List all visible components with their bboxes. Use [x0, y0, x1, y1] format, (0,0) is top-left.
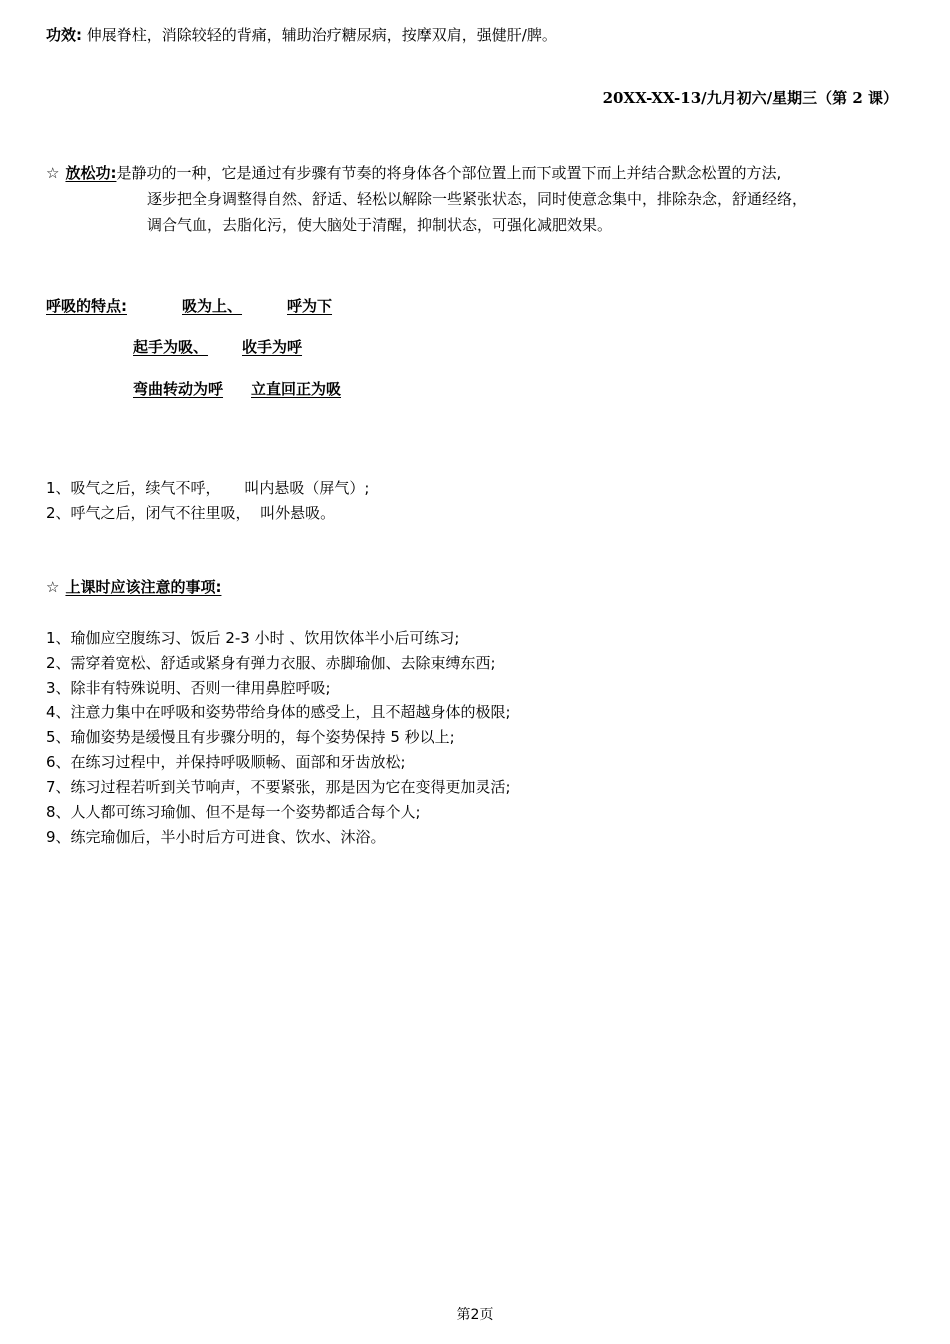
breath-row2-a: 起手为吸、: [133, 338, 209, 356]
effect-label: 功效:: [46, 26, 82, 44]
notes-title: 上课时应该注意的事项:: [65, 578, 222, 596]
breath-row1-a: 吸为上、: [182, 297, 243, 315]
breath-row3-b: 立直回正为吸: [251, 380, 342, 398]
star-icon: ☆: [46, 164, 60, 182]
breath-row3-a: 弯曲转动为呼: [133, 380, 224, 398]
notes-item: 9、练完瑜伽后，半小时后方可进食、饮水、沐浴。: [46, 828, 386, 846]
page-number: 第2页: [456, 1307, 494, 1323]
notes-item: 2、需穿着宽松、舒适或紧身有弹力衣服、赤脚瑜伽、去除束缚东西;: [46, 654, 496, 672]
relax-continued: [147, 186, 807, 238]
breath-title: 呼吸的特点:: [46, 297, 127, 315]
notes-item: 5、瑜伽姿势是缓慢且有步骤分明的，每个姿势保持 5 秒以上;: [46, 728, 455, 746]
notes-item: 6、在练习过程中，并保持呼吸顺畅、面部和牙齿放松;: [46, 753, 406, 771]
relax-title: 放松功:: [65, 164, 117, 182]
effect-text: 伸展脊柱，消除较轻的背痛，辅助治疗糖尿病，按摩双肩，强健肝/脾。: [86, 26, 557, 44]
star-icon: ☆: [46, 578, 60, 596]
breath-row1-b: 呼为下: [287, 297, 333, 315]
relax-line-3: 调合气血，去脂化污，使大脑处于清醒，抑制状态，可强化减肥效果。: [147, 216, 613, 234]
notes-heading: [46, 576, 221, 597]
notes-item: 4、注意力集中在呼吸和姿势带给身体的感受上，且不超越身体的极限;: [46, 703, 511, 721]
relax-line-2: 逐步把全身调整得自然、舒适、轻松以解除一些紧张状态，同时使意念集中，排除杂念，舒通经络，: [147, 190, 808, 208]
notes-item: 7、练习过程若听到关节响声，不要紧张，那是因为它在变得更加灵活;: [46, 778, 511, 796]
hold-item: 2、呼气之后，闭气不往里吸， 叫外悬吸。: [46, 504, 336, 522]
hold-item: 1、吸气之后，续气不呼， 叫内悬吸（屏气）;: [46, 479, 370, 497]
notes-item: 1、瑜伽应空腹练习、饭后 2-3 小时 、饮用饮体半小后可练习;: [46, 629, 460, 647]
notes-item: 8、人人都可练习瑜伽、但不是每一个姿势都适合每个人;: [46, 803, 421, 821]
notes-item: 3、除非有特殊说明、否则一律用鼻腔呼吸;: [46, 679, 331, 697]
relax-first-line: [46, 160, 781, 186]
date-line: 20XX-XX-13/九月初六/星期三（第 2 课）: [602, 89, 898, 107]
breath-row2-b: 收手为呼: [242, 338, 303, 356]
relax-line-1: 是静功的一种，它是通过有步骤有节奏的将身体各个部位置上而下或置下而上并结合默念松置的方法,: [116, 164, 782, 182]
effect-line: [46, 24, 557, 45]
